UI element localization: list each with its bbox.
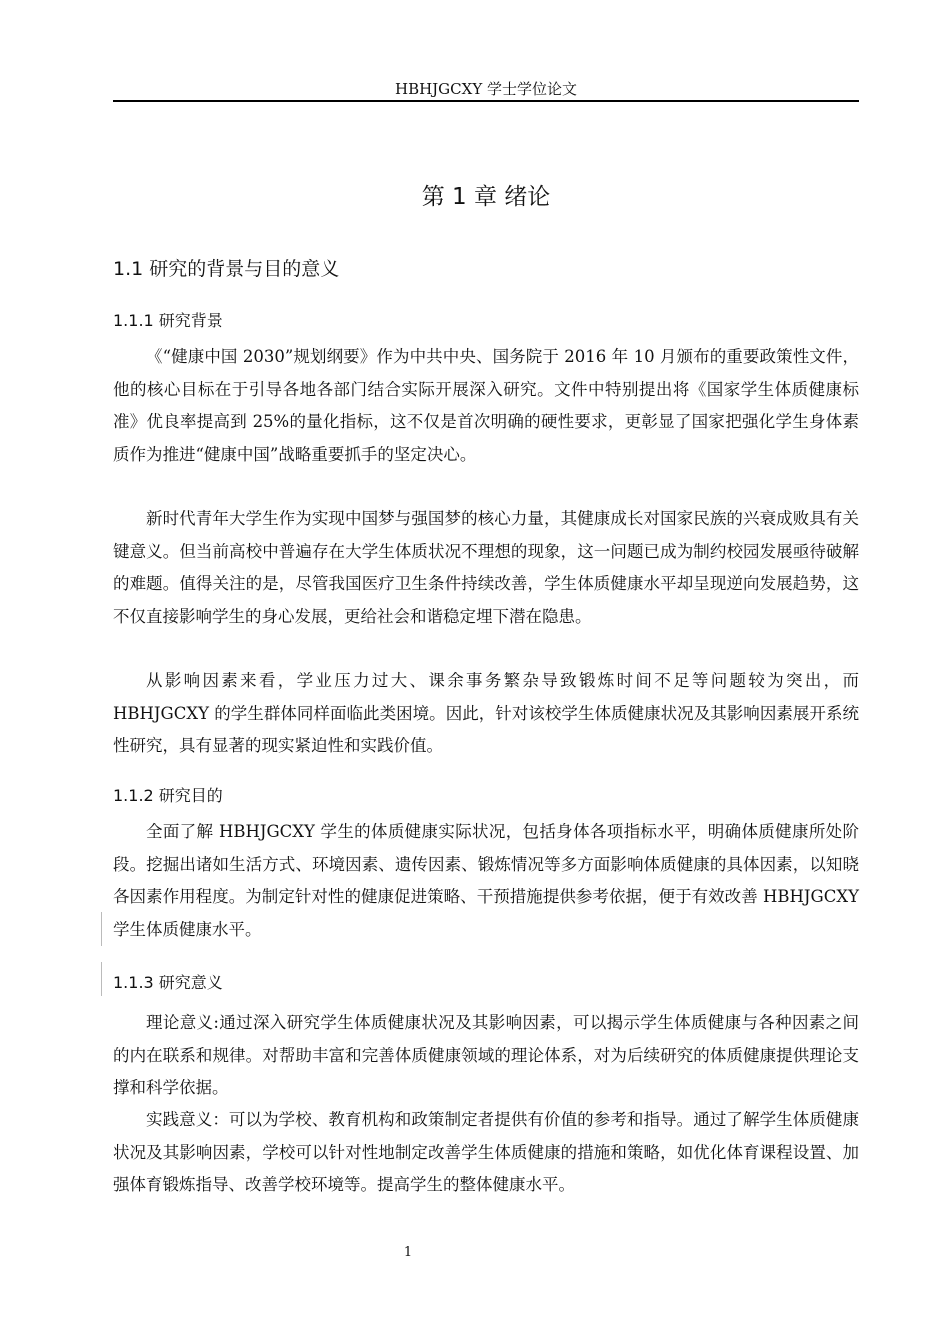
section-heading-1-1-3: 1.1.3 研究意义 bbox=[113, 973, 223, 992]
section-heading-1-1: 1.1 研究的背景与目的意义 bbox=[113, 258, 340, 280]
page-header: HBHJGCXY 学士学位论文 bbox=[394, 80, 577, 98]
chapter-title: 第 1 章 绪论 bbox=[421, 184, 551, 210]
paragraph: 实践意义：可以为学校、教育机构和政策制定者提供有价值的参考和指导。通过了解学生体质健康状况及其影响因素，学校可以针对性地制定改善学生体质健康的措施和策略，如优化体育课程设置、加强体育锻炼指导、改善学校环境等。提高学生的整体健康水平。 bbox=[113, 1110, 859, 1194]
paragraph: 新时代青年大学生作为实现中国梦与强国梦的核心力量，其健康成长对国家民族的兴衰成败具有关键意义。但当前高校中普遍存在大学生体质状况不理想的现象，这一问题已成为制约校园发展亟待破解的难题。值得关注的是，尽管我国医疗卫生条件持续改善，学生体质健康水平却呈现逆向发展趋势，这不仅直接影响学生的身心发展，更给社会和谐稳定埋下潜在隐患。 bbox=[113, 509, 859, 626]
revision-margin-mark bbox=[101, 962, 102, 996]
page-number: 1 bbox=[403, 1245, 413, 1260]
paragraph: 从影响因素来看，学业压力过大、课余事务繁杂导致锻炼时间不足等问题较为突出，而 HBHJGCXY 的学生群体同样面临此类困境。因此，针对该校学生体质健康状况及其影响因素展开系统性研究，具有显著的现实紧迫性和实践价值。 bbox=[113, 671, 859, 755]
paragraph: 全面了解 HBHJGCXY 学生的体质健康实际状况，包括身体各项指标水平，明确体质健康所处阶段。挖掘出诸如生活方式、环境因素、遗传因素、锻炼情况等多方面影响体质健康的具体因素，以知晓各因素作用程度。为制定针对性的健康促进策略、干预措施提供参考依据，便于有效改善 HBHJGCXY 学生体质健康水平。 bbox=[113, 822, 859, 939]
section-heading-1-1-2: 1.1.2 研究目的 bbox=[113, 786, 223, 805]
paragraph: 《“健康中国 2030”规划纲要》作为中共中央、国务院于 2016 年 10 月颁布的重要政策性文件，他的核心目标在于引导各地各部门结合实际开展深入研究。文件中特别提出将《国家学生体质健康标准》优良率提高到 25%的量化指标，这不仅是首次明确的硬性要求，更彰显了国家把强化学生身体素质作为推进“健康中国”战略重要抓手的坚定决心。 bbox=[113, 347, 859, 464]
section-heading-1-1-1: 1.1.1 研究背景 bbox=[113, 311, 223, 330]
paragraph: 理论意义:通过深入研究学生体质健康状况及其影响因素，可以揭示学生体质健康与各种因素之间的内在联系和规律。对帮助丰富和完善体质健康领域的理论体系，对为后续研究的体质健康提供理论支撑和科学依据。 bbox=[113, 1013, 859, 1097]
header-rule bbox=[113, 100, 859, 102]
revision-margin-mark bbox=[101, 912, 102, 946]
